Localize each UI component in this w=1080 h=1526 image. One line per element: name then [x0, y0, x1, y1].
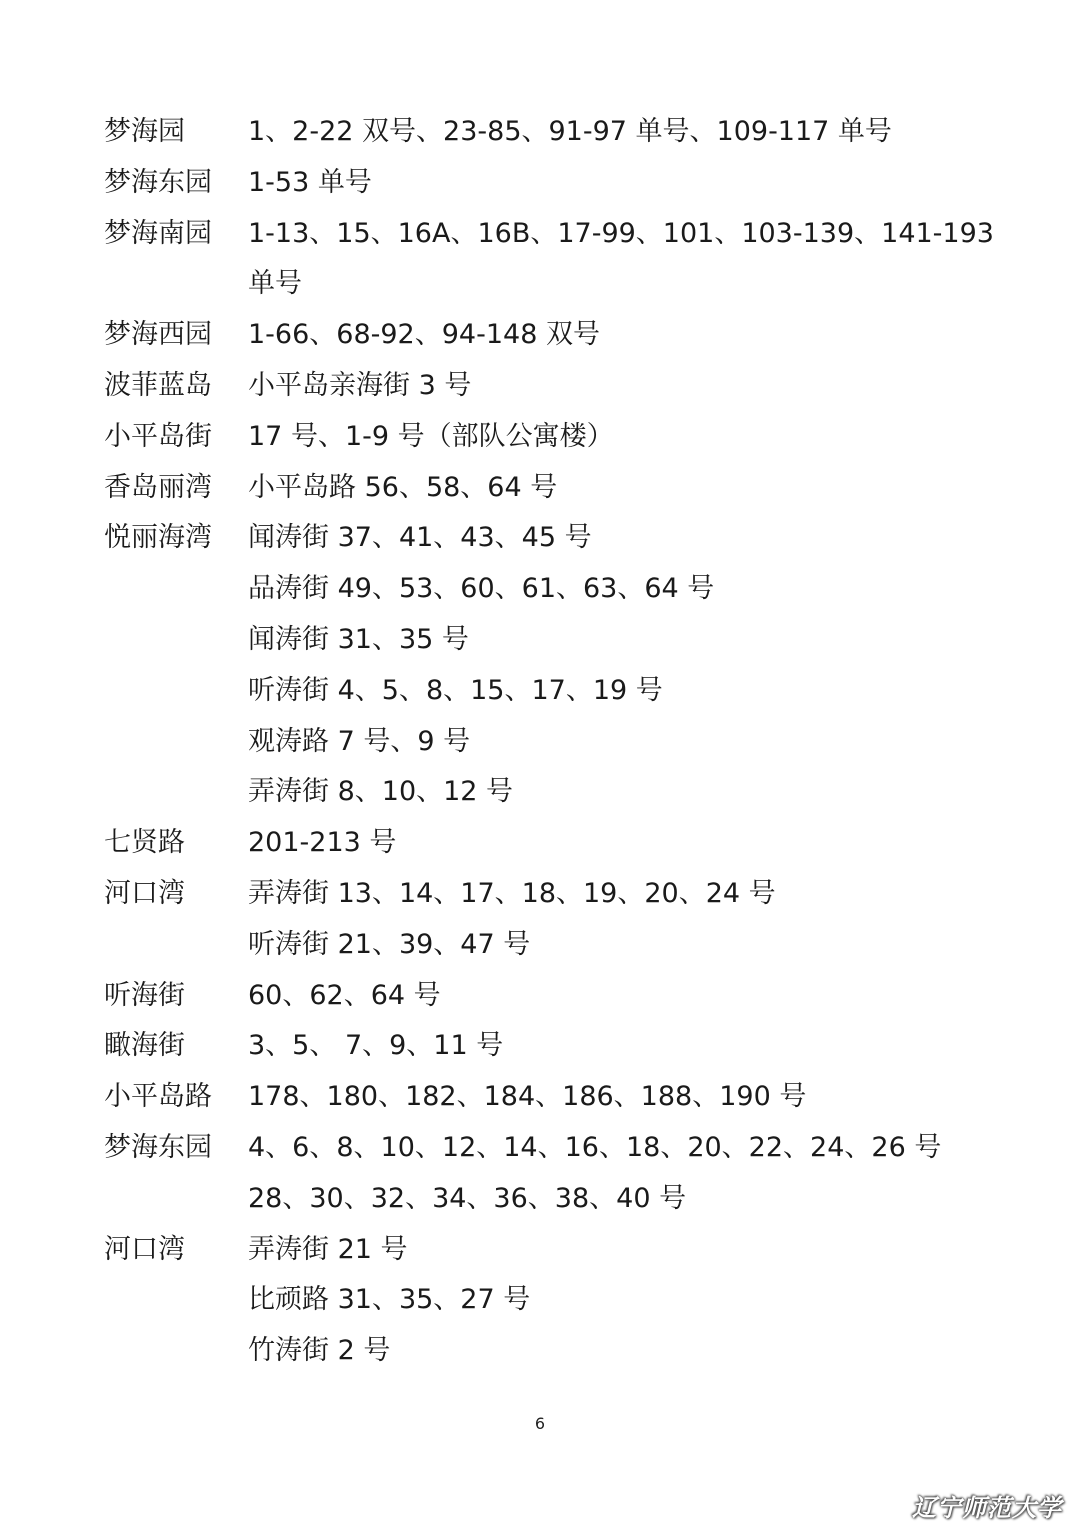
address-row	[104, 1174, 1004, 1225]
community-name: 河口湾	[104, 1233, 185, 1265]
address-detail: 闻涛街 31、35 号	[248, 623, 469, 655]
address-detail: 4、6、8、10、12、14、16、18、20、22、24、26 号	[248, 1131, 942, 1163]
address-detail: 1-66、68-92、94-148 双号	[248, 319, 600, 351]
community-name: 梦海南园	[104, 217, 212, 249]
address-row	[104, 1326, 1004, 1377]
address-detail: 弄涛街 8、10、12 号	[248, 776, 514, 808]
address-detail: 201-213 号	[248, 827, 397, 859]
address-row	[104, 869, 1004, 920]
address-row	[104, 666, 1004, 717]
address-row	[104, 361, 1004, 412]
community-name: 悦丽海湾	[104, 522, 212, 554]
community-name: 听海街	[104, 979, 185, 1011]
community-name: 梦海西园	[104, 319, 212, 351]
address-detail: 1-53 单号	[248, 166, 372, 198]
page-number: 6	[534, 1414, 546, 1433]
address-detail: 60、62、64 号	[248, 979, 441, 1011]
watermark-logo: 辽宁师范大学	[912, 1494, 1062, 1522]
community-name: 波菲蓝岛	[104, 369, 212, 401]
address-detail: 听涛街 21、39、47 号	[248, 928, 531, 960]
address-detail: 小平岛路 56、58、64 号	[248, 471, 558, 503]
address-row	[104, 615, 1004, 666]
address-list	[104, 107, 1004, 1377]
address-row	[104, 209, 1004, 260]
address-detail: 听涛街 4、5、8、15、17、19 号	[248, 674, 663, 706]
community-name: 梦海东园	[104, 166, 212, 198]
community-name: 梦海东园	[104, 1131, 212, 1163]
address-row	[104, 1021, 1004, 1072]
address-row	[104, 920, 1004, 971]
address-detail: 弄涛街 13、14、17、18、19、20、24 号	[248, 877, 776, 909]
address-row	[104, 1225, 1004, 1276]
address-detail: 小平岛亲海街 3 号	[248, 369, 472, 401]
address-row	[104, 767, 1004, 818]
address-row	[104, 463, 1004, 514]
address-detail: 闻涛街 37、41、43、45 号	[248, 522, 592, 554]
address-detail: 观涛路 7 号、9 号	[248, 725, 471, 757]
address-detail: 1-13、15、16A、16B、17-99、101、103-139、141-193	[248, 217, 994, 249]
address-detail: 比顽路 31、35、27 号	[248, 1284, 531, 1316]
address-detail: 单号	[248, 268, 302, 300]
address-row	[104, 513, 1004, 564]
address-row	[104, 310, 1004, 361]
address-detail: 28、30、32、34、36、38、40 号	[248, 1182, 687, 1214]
address-row	[104, 564, 1004, 615]
address-row	[104, 412, 1004, 463]
community-name: 河口湾	[104, 877, 185, 909]
address-detail: 17 号、1-9 号（部队公寓楼）	[248, 420, 614, 452]
community-name: 七贤路	[104, 827, 185, 859]
address-row	[104, 158, 1004, 209]
address-detail: 178、180、182、184、186、188、190 号	[248, 1081, 807, 1113]
community-name: 小平岛路	[104, 1081, 212, 1113]
address-row	[104, 717, 1004, 768]
address-row	[104, 971, 1004, 1022]
address-detail: 3、5、 7、9、11 号	[248, 1030, 504, 1062]
community-name: 小平岛街	[104, 420, 212, 452]
address-detail: 品涛街 49、53、60、61、63、64 号	[248, 573, 715, 605]
address-row	[104, 1123, 1004, 1174]
community-name: 梦海园	[104, 116, 185, 147]
address-row	[104, 818, 1004, 869]
address-detail: 1、2-22 双号、23-85、91-97 单号、109-117 单号	[248, 116, 892, 147]
address-detail: 弄涛街 21 号	[248, 1233, 408, 1265]
address-row	[104, 1275, 1004, 1326]
address-row	[104, 259, 1004, 310]
community-name: 香岛丽湾	[104, 471, 212, 503]
address-detail: 竹涛街 2 号	[248, 1335, 391, 1367]
address-row	[104, 1072, 1004, 1123]
community-name: 瞰海街	[104, 1030, 185, 1062]
address-row	[104, 107, 1004, 158]
